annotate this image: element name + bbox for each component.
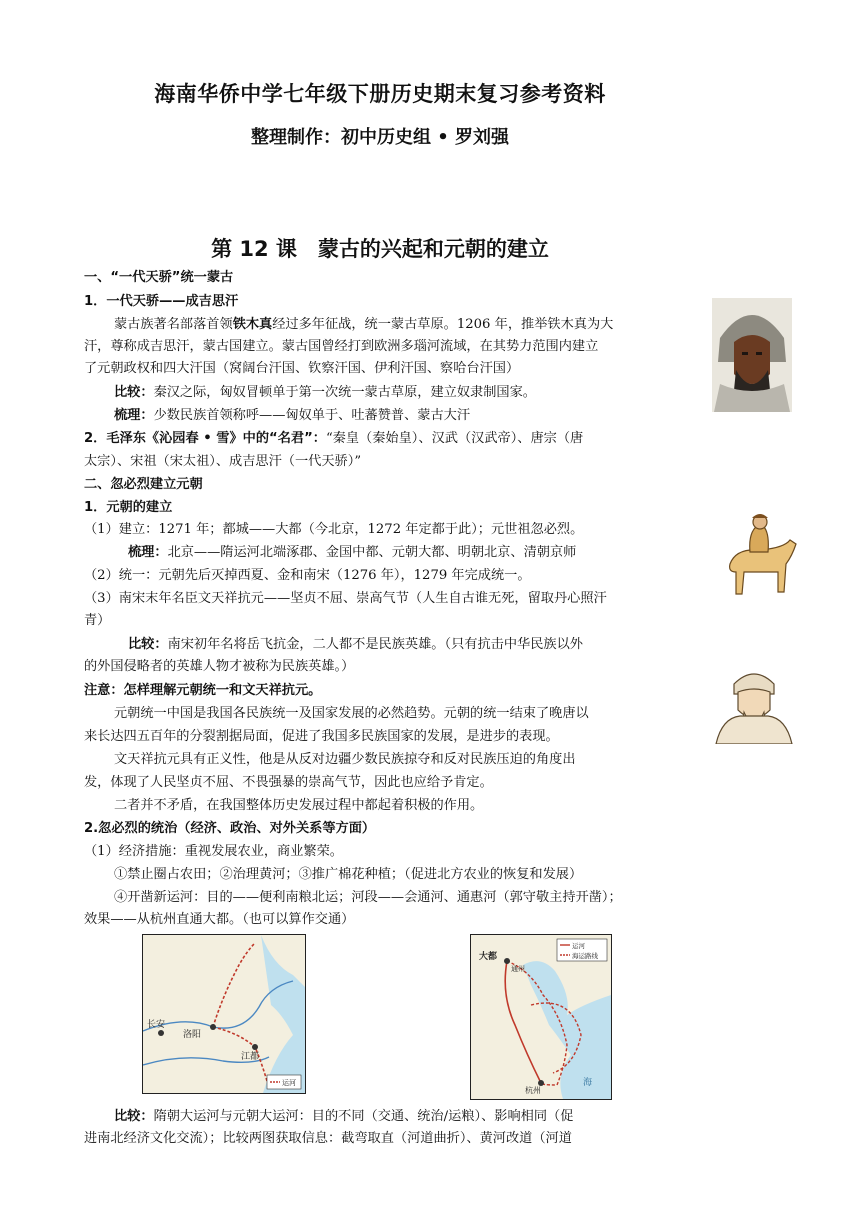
yuan-grand-canal-map [470, 934, 612, 1100]
paragraph-line: （2）统一：元朝先后灭掉西夏、金和南宋（1276 年），1279 年完成统一。 [84, 568, 531, 583]
paragraph-line: 来长达四五百年的分裂割据局面，促进了我国多民族国家的发展，是进步的表现。 [84, 729, 559, 744]
paragraph-line: ④开凿新运河：目的——便利南粮北运；河段——会通河、通惠河（郭守敬主持开凿）； [114, 890, 622, 905]
summary-text: 北京——隋运河北端涿郡、金国中都、元朝大都、明朝北京、清朝京师 [167, 545, 577, 560]
section-1-sub-1: 1．一代天骄——成吉思汗 [84, 294, 239, 309]
sui-grand-canal-map [142, 934, 306, 1094]
paragraph-line: （3）南宋末年名臣文天祥抗元——坚贞不屈、崇高气节（人生自古谁无死，留取丹心照汗 [84, 591, 607, 606]
text-span: 蒙古族著名部落首领 [114, 317, 233, 332]
paragraph-line: （1）经济措施：重视发展农业，商业繁荣。 [84, 844, 343, 859]
compare-label: 比较： [114, 385, 154, 400]
map-label-jiangdu: 江都 [241, 1052, 260, 1062]
map-legend-canal: 运河 [572, 942, 585, 950]
map-label-luoyang: 洛阳 [183, 1030, 202, 1040]
paragraph-line: 汗，尊称成吉思汗，蒙古国建立。蒙古国曾经打到欧洲多瑙河流域，在其势力范围内建立 [84, 339, 599, 354]
kublai-khan-horse-illustration [720, 512, 800, 600]
map-label-sea: 海 [583, 1078, 593, 1088]
paragraph-line: 了元朝政权和四大汗国（窝阔台汗国、钦察汗国、伊利汗国、察哈台汗国） [84, 361, 520, 376]
compare-line [128, 634, 684, 656]
summary-line [128, 542, 684, 564]
paragraph-line: 文天祥抗元具有正义性，他是从反对边疆少数民族掠夺和反对民族压迫的角度出 [114, 752, 576, 767]
highlight-name: 铁木真 [232, 317, 273, 332]
paragraph-line: 发，体现了人民坚贞不屈、不畏强暴的崇高气节，因此也应给予肯定。 [84, 775, 493, 790]
compare-line [114, 382, 684, 404]
genghis-khan-portrait [712, 298, 792, 412]
compare-text: 隋朝大运河与元朝大运河：目的不同（交通、统治/运粮）、影响相同（促 [153, 1109, 574, 1124]
compare-line [114, 1106, 684, 1128]
map-label-hangzhou: 杭州 [525, 1086, 541, 1095]
section-2-sub-2: 2.忽必烈的统治（经济、政治、对外关系等方面） [84, 821, 376, 836]
quote-text: “秦皇（秦始皇）、汉武（汉武帝）、唐宗（唐 [325, 431, 584, 446]
summary-text: 少数民族首领称呼——匈奴单于、吐蕃赞普、蒙古大汗 [153, 408, 471, 423]
paragraph-line: 青） [84, 613, 111, 628]
lesson-title: 第 12 课 蒙古的兴起和元朝的建立 [211, 237, 549, 261]
map-legend-canal: 运河 [282, 1079, 296, 1087]
map-label-dadu: 大都 [479, 952, 498, 962]
paragraph-line: （1）建立：1271 年；都城——大都（今北京，1272 年定都于此）；元世祖忽必烈。 [84, 522, 584, 537]
quote-line [84, 428, 684, 450]
summary-line [114, 405, 684, 427]
paragraph-line: 效果——从杭州直通大都。（也可以算作交通） [84, 912, 355, 927]
section-2-sub-1: 1．元朝的建立 [84, 500, 173, 515]
paragraph-line: 的外国侵略者的英雄人物才被称为民族英雄。） [84, 659, 355, 674]
sui-canal-map-drawing [143, 935, 305, 1093]
compare-label: 比较： [114, 1109, 154, 1124]
compare-text: 南宋初年名将岳飞抗金，二人都不是民族英雄。（只有抗击中华民族以外 [167, 637, 583, 652]
paragraph-line [114, 314, 684, 336]
text-span: 经过多年征战，统一蒙古草原。1206 年，推举铁木真为大 [272, 317, 614, 332]
paragraph-line: ①禁止圈占农田；②治理黄河；③推广棉花种植；（促进北方农业的恢复和发展） [114, 867, 583, 882]
quote-line: 太宗）、宋祖（宋太祖）、成吉思汗（一代天骄）” [84, 454, 362, 469]
compare-text: 秦汉之际，匈奴冒顿单于第一次统一蒙古草原，建立奴隶制国家。 [153, 385, 536, 400]
paragraph-line: 元朝统一中国是我国各民族统一及国家发展的必然趋势。元朝的统一结束了晚唐以 [114, 706, 589, 721]
map-label-changan: 长安 [147, 1020, 166, 1030]
section-2-heading: 二、忽必烈建立元朝 [84, 477, 203, 492]
quote-heading: 2．毛泽东《沁园春 • 雪》中的“名君”： [84, 431, 326, 446]
section-1-heading: 一、“一代天骄”统一蒙古 [84, 270, 234, 285]
summary-label: 梳理： [114, 408, 154, 423]
paragraph-line: 进南北经济文化交流）；比较两图获取信息：截弯取直（河道曲折）、黄河改道（河道 [84, 1131, 572, 1146]
note-heading: 注意：怎样理解元朝统一和文天祥抗元。 [84, 683, 322, 698]
map-label-tongzhou: 通州 [511, 965, 525, 973]
map-legend-sea-route: 海运路线 [572, 952, 598, 960]
paragraph-line: 二者并不矛盾，在我国整体历史发展过程中都起着积极的作用。 [114, 798, 484, 813]
wen-tianxiang-portrait [712, 660, 796, 744]
summary-label: 梳理： [128, 545, 168, 560]
document-subtitle: 整理制作：初中历史组 • 罗刘强 [250, 127, 510, 148]
document-title: 海南华侨中学七年级下册历史期末复习参考资料 [154, 82, 606, 106]
compare-label: 比较： [128, 637, 168, 652]
yuan-canal-map-drawing [471, 935, 611, 1099]
